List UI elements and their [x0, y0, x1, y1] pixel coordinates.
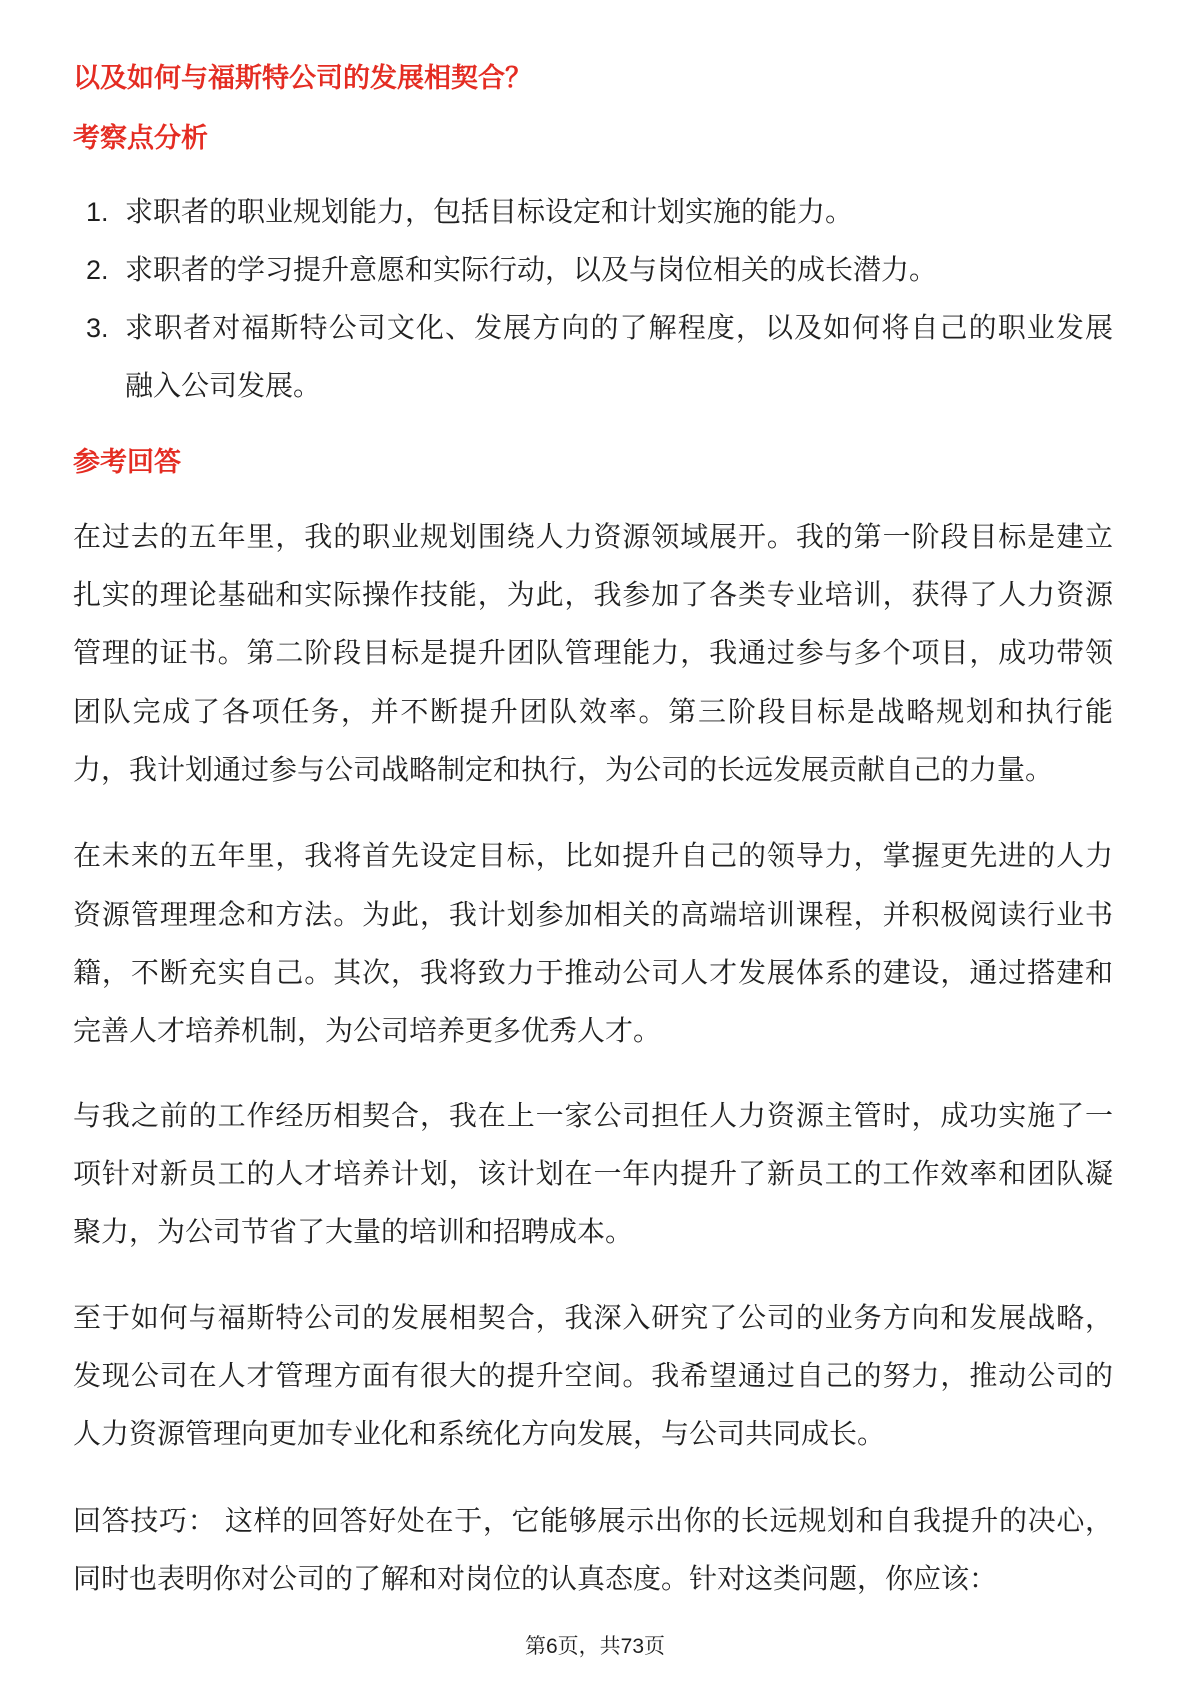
paragraph-line: 团队完成了各项任务，并不断提升团队效率。第三阶段目标是战略规划和执行能 [73, 696, 1113, 727]
analysis-heading: 考察点分析 [73, 123, 208, 153]
page-number-footer: 第6页，共73页 [524, 1635, 666, 1658]
list-item-text: 融入公司发展。 [125, 370, 322, 401]
paragraph-line: 与我之前的工作经历相契合，我在上一家公司担任人力资源主管时，成功实施了一 [73, 1100, 1113, 1131]
paragraph-line: 资源管理理念和方法。为此，我计划参加相关的高端培训课程，并积极阅读行业书 [73, 899, 1113, 930]
question-title: 以及如何与福斯特公司的发展相契合？ [73, 63, 532, 93]
paragraph-line: 人力资源管理向更加专业化和系统化方向发展，与公司共同成长。 [73, 1418, 886, 1449]
paragraph-line: 管理的证书。第二阶段目标是提升团队管理能力，我通过参与多个项目，成功带领 [73, 637, 1113, 668]
list-number: 1. [86, 197, 109, 227]
paragraph-line: 在未来的五年里，我将首先设定目标，比如提升自己的领导力，掌握更先进的人力 [73, 840, 1113, 871]
paragraph-line: 力，我计划通过参与公司战略制定和执行，为公司的长远发展贡献自己的力量。 [73, 754, 1054, 785]
paragraph-line: 回答技巧： 这样的回答好处在于，它能够展示出你的长远规划和自我提升的决心， [73, 1505, 1113, 1536]
paragraph-line: 聚力，为公司节省了大量的培训和招聘成本。 [73, 1216, 634, 1247]
list-number: 3. [86, 313, 109, 343]
paragraph-line: 扎实的理论基础和实际操作技能，为此，我参加了各类专业培训，获得了人力资源 [73, 579, 1113, 610]
list-item-text: 求职者的职业规划能力，包括目标设定和计划实施的能力。 [125, 196, 854, 227]
list-item-text: 求职者对福斯特公司文化、发展方向的了解程度，以及如何将自己的职业发展 [125, 312, 1113, 343]
list-number: 2. [86, 255, 109, 285]
answer-heading: 参考回答 [73, 447, 181, 477]
paragraph-line: 发现公司在人才管理方面有很大的提升空间。我希望通过自己的努力，推动公司的 [73, 1360, 1113, 1391]
list-item-text: 求职者的学习提升意愿和实际行动，以及与岗位相关的成长潜力。 [125, 254, 938, 285]
paragraph-line: 同时也表明你对公司的了解和对岗位的认真态度。针对这类问题，你应该： [73, 1563, 998, 1594]
paragraph-line: 至于如何与福斯特公司的发展相契合，我深入研究了公司的业务方向和发展战略， [73, 1302, 1113, 1333]
paragraph-line: 在过去的五年里，我的职业规划围绕人力资源领域展开。我的第一阶段目标是建立 [73, 521, 1113, 552]
paragraph-line: 完善人才培养机制，为公司培养更多优秀人才。 [73, 1015, 662, 1046]
paragraph-line: 项针对新员工的人才培养计划，该计划在一年内提升了新员工的工作效率和团队凝 [73, 1158, 1113, 1189]
paragraph-line: 籍，不断充实自己。其次，我将致力于推动公司人才发展体系的建设，通过搭建和 [73, 957, 1113, 988]
